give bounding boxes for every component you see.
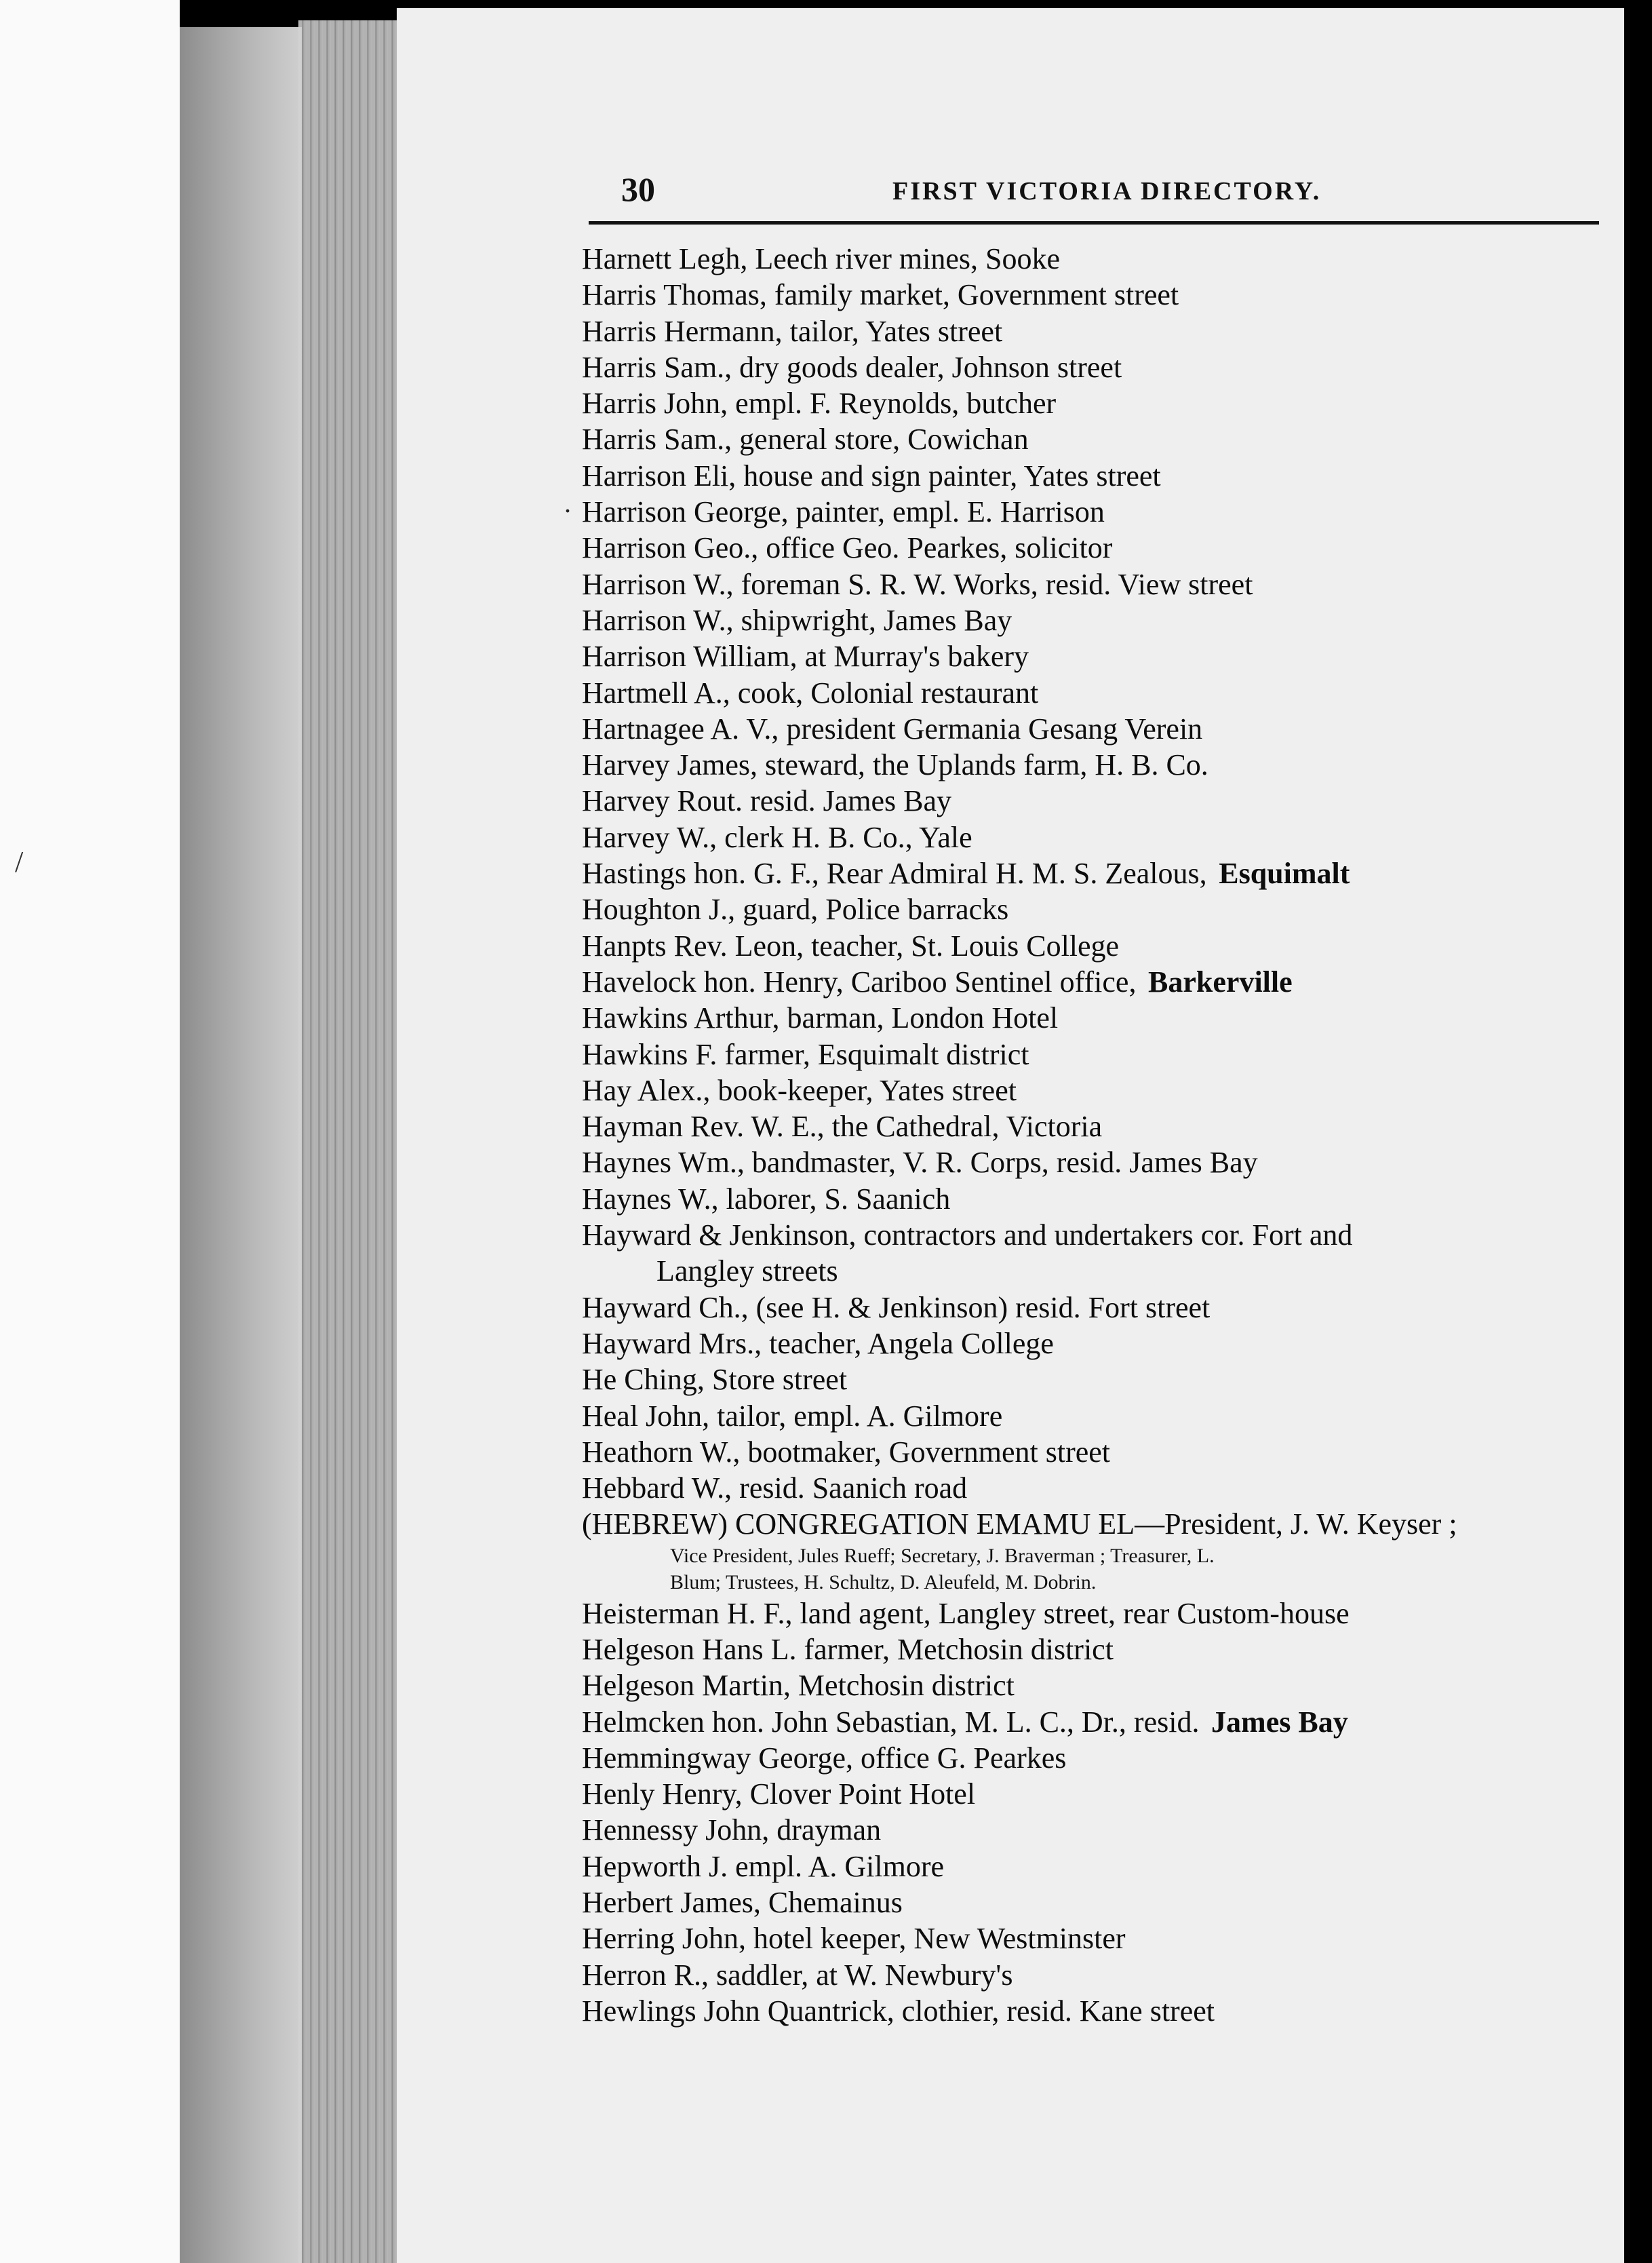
entry-text: Henly Henry, Clover Point Hotel	[582, 1777, 976, 1811]
entry-text: Houghton J., guard, Police barracks	[582, 893, 1009, 927]
entry-text: Harris John, empl. F. Reynolds, butcher	[582, 387, 1057, 421]
entry-text: Langley streets	[656, 1254, 838, 1288]
entry-text: Vice President, Jules Rueff; Secretary, J. Braverman ; Treasurer, L.	[670, 1544, 1215, 1567]
directory-entry	[582, 1398, 1613, 1434]
directory-entry	[582, 1037, 1613, 1072]
entry-text: Harrison George, painter, empl. E. Harrison	[582, 495, 1105, 529]
entry-text: Hepworth J. empl. A. Gilmore	[582, 1849, 945, 1883]
entry-text: Haynes W., laborer, S. Saanich	[582, 1182, 951, 1216]
entry-text: Harrison W., shipwright, James Bay	[582, 603, 1012, 637]
directory-entry	[582, 819, 1613, 855]
directory-entry	[582, 458, 1613, 494]
directory-entry	[582, 566, 1613, 602]
directory-entry	[582, 1776, 1613, 1812]
directory-entry	[582, 1506, 1613, 1542]
entry-text: He Ching, Store street	[582, 1363, 848, 1397]
entry-text: Hawkins F. farmer, Esquimalt district	[582, 1037, 1029, 1071]
entry-text: Heathorn W., bootmaker, Government street	[582, 1435, 1111, 1469]
directory-entry	[582, 783, 1613, 819]
directory-entry	[582, 964, 1613, 1000]
entry-text: Helmcken hon. John Sebastian, M. L. C., Dr., resid.	[582, 1705, 1200, 1739]
entry-text: Harrison Geo., office Geo. Pearkes, solicitor	[582, 531, 1113, 565]
directory-entry	[582, 1920, 1613, 1956]
entry-text: Hewlings John Quantrick, clothier, resid. Kane street	[582, 1994, 1215, 2028]
directory-entry	[582, 1884, 1613, 1920]
entry-text: Harvey W., clerk H. B. Co., Yale	[582, 820, 972, 854]
directory-entry	[582, 1217, 1613, 1253]
entry-text: Hanpts Rev. Leon, teacher, St. Louis College	[582, 929, 1120, 963]
directory-entry	[582, 1434, 1613, 1470]
entry-text: Harvey James, steward, the Uplands farm, H. B. Co.	[582, 748, 1208, 782]
entry-text: Harnett Legh, Leech river mines, Sooke	[582, 242, 1060, 275]
entry-text: Hayman Rev. W. E., the Cathedral, Victoria	[582, 1110, 1103, 1144]
entry-text: Herring John, hotel keeper, New Westminster	[582, 1922, 1126, 1956]
entry-location: Esquimalt	[1219, 857, 1350, 891]
entry-text: Harris Sam., general store, Cowichan	[582, 423, 1029, 457]
directory-entry	[582, 1993, 1613, 2029]
directory-entry	[582, 385, 1613, 421]
directory-entry	[582, 602, 1613, 638]
directory-entry	[582, 1595, 1613, 1631]
directory-entry	[582, 1740, 1613, 1776]
directory-entry	[582, 241, 1613, 277]
directory-entry	[582, 1470, 1613, 1506]
directory-entry	[582, 1000, 1613, 1036]
directory-entry	[582, 1253, 1613, 1289]
directory-entry	[582, 1361, 1613, 1397]
entry-text: Hay Alex., book-keeper, Yates street	[582, 1073, 1017, 1107]
entry-text: Helgeson Hans L. farmer, Metchosin district	[582, 1632, 1114, 1666]
header-rule	[589, 221, 1599, 225]
scan-margin	[0, 0, 180, 2263]
entry-text: Harris Sam., dry goods dealer, Johnson street	[582, 350, 1122, 384]
directory-entry	[582, 1072, 1613, 1108]
page-number: 30	[621, 170, 655, 208]
entry-text: (HEBREW) CONGREGATION EMAMU EL—President, J. W. Keyser ;	[582, 1507, 1457, 1541]
directory-entry	[582, 1631, 1613, 1667]
directory-entry	[582, 1667, 1613, 1703]
directory-entry	[582, 747, 1613, 783]
entry-text: Hartmell A., cook, Colonial restaurant	[582, 676, 1039, 710]
entry-text: Havelock hon. Henry, Cariboo Sentinel office,	[582, 965, 1137, 999]
entry-text: Harris Thomas, family market, Government street	[582, 278, 1179, 312]
book-spine-shadow	[180, 27, 302, 2263]
directory-entries	[582, 241, 1613, 2029]
directory-entry	[582, 1849, 1613, 1884]
entry-text: Hartnagee A. V., president Germania Gesang Verein	[582, 712, 1203, 746]
directory-entry	[582, 1704, 1613, 1740]
entry-text: Harrison W., foreman S. R. W. Works, resid. View street	[582, 567, 1253, 601]
directory-entry	[582, 1144, 1613, 1180]
entry-text: Heisterman H. F., land agent, Langley street, rear Custom-house	[582, 1596, 1350, 1630]
entry-location: Barkerville	[1148, 965, 1293, 999]
entry-text: Blum; Trustees, H. Schultz, D. Aleufeld, M. Dobrin.	[670, 1570, 1097, 1593]
directory-entry	[582, 928, 1613, 964]
entry-text: Herron R., saddler, at W. Newbury's	[582, 1958, 1013, 1992]
directory-entry	[582, 711, 1613, 747]
entry-location: James Bay	[1211, 1705, 1348, 1739]
directory-entry	[582, 530, 1613, 566]
entry-text: Hayward Mrs., teacher, Angela College	[582, 1326, 1054, 1360]
entry-text: Hayward Ch., (see H. & Jenkinson) resid. Fort street	[582, 1290, 1211, 1324]
entry-text: Harris Hermann, tailor, Yates street	[582, 314, 1003, 348]
entry-text: Hastings hon. G. F., Rear Admiral H. M. S. Zealous,	[582, 857, 1207, 891]
directory-entry	[582, 494, 1613, 530]
entry-text: Harrison Eli, house and sign painter, Yates street	[582, 459, 1161, 492]
page-edges	[298, 20, 400, 2263]
margin-mark: /	[15, 845, 24, 878]
directory-entry	[582, 421, 1613, 457]
directory-entry	[582, 1181, 1613, 1217]
entry-officers	[582, 1543, 1613, 1569]
directory-entry	[582, 1957, 1613, 1993]
directory-entry	[582, 855, 1613, 891]
directory-entry	[582, 1290, 1613, 1326]
entry-text: Herbert James, Chemainus	[582, 1886, 903, 1920]
entry-text: Hennessy John, drayman	[582, 1813, 882, 1847]
running-title: FIRST VICTORIA DIRECTORY.	[892, 177, 1322, 206]
directory-entry	[582, 349, 1613, 385]
directory-entry	[582, 1326, 1613, 1361]
margin-bullet: .	[564, 488, 571, 518]
directory-entry	[582, 891, 1613, 927]
page-header	[621, 170, 1611, 224]
entry-text: Heal John, tailor, empl. A. Gilmore	[582, 1399, 1003, 1433]
directory-entry	[582, 277, 1613, 313]
directory-entry	[582, 313, 1613, 349]
directory-entry	[582, 1812, 1613, 1848]
entry-text: Hayward & Jenkinson, contractors and undertakers cor. Fort and	[582, 1218, 1353, 1252]
entry-text: Hemmingway George, office G. Pearkes	[582, 1741, 1067, 1775]
entry-text: Hawkins Arthur, barman, London Hotel	[582, 1001, 1059, 1035]
entry-text: Helgeson Martin, Metchosin district	[582, 1669, 1015, 1703]
entry-text: Hebbard W., resid. Saanich road	[582, 1471, 968, 1505]
entry-text: Harrison William, at Murray's bakery	[582, 640, 1029, 674]
directory-entry	[582, 675, 1613, 711]
entry-text: Haynes Wm., bandmaster, V. R. Corps, resid. James Bay	[582, 1146, 1258, 1180]
directory-entry	[582, 638, 1613, 674]
entry-text: Harvey Rout. resid. James Bay	[582, 784, 951, 818]
entry-officers	[582, 1569, 1613, 1595]
directory-entry	[582, 1108, 1613, 1144]
